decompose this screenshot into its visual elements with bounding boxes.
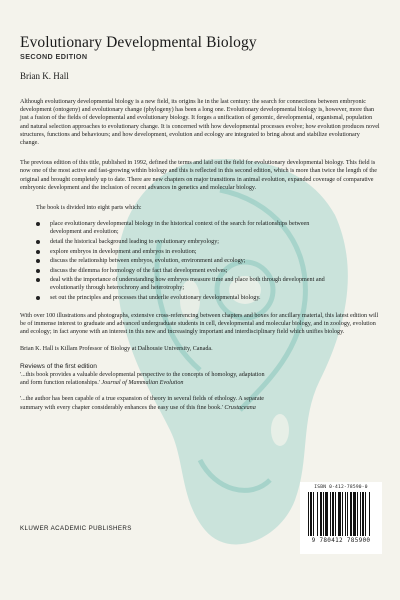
list-item: deal with the importance of understanding how embryos measure time and place both through development and evolutionarily through heterochrony and heterotrophy; xyxy=(36,276,326,292)
bullet-icon xyxy=(36,269,40,273)
reviews-heading: Reviews of the first edition xyxy=(20,362,97,370)
parts-list xyxy=(20,220,326,302)
publisher-name: KLUWER ACADEMIC PUBLISHERS xyxy=(20,525,132,532)
list-item: explore embryos in development and embryos in evolution; xyxy=(36,248,326,256)
list-item: detail the historical background leading to evolutionary embryology; xyxy=(36,238,326,246)
review-source: Journal of Mammalian Evolution xyxy=(101,380,184,387)
review-source: Crustaceana xyxy=(224,404,256,411)
bullet-icon xyxy=(36,296,40,300)
intro-paragraph: Although evolutionary developmental biology is a new field, its origins lie in the last century: the search for connections between embryonic development (ontogeny) and evolutionary change (phylogeny) has been a long one. Evolutionary developmental biology is, however, more than just a fusion of the fields of developmental and evolutionary biology. It forges a unification of genomic, developmental, organismal, population and natural selection approaches to evolutionary change. It is concerned with how developmental processes evolve; how evolution produces novel structures, functions and behaviours; and how development, evolution and ecology are integrated to bring about and stabilize evolutionary change. xyxy=(20,99,380,147)
review-quote: '...the author has been capable of a true expansion of theory in several fields of ethology. A separate summary with every chapter considerably enhances the easy use of this fine book.' Crustaceana xyxy=(20,396,265,411)
author-name: Brian K. Hall xyxy=(20,71,69,81)
previous-edition-paragraph: The previous edition of this title, published in 1992, defined the terms and laid out the field for evolutionary developmental biology. This field is now one of the most active and fast-growing within biology and this is reflected in this second edition, which is more than twice the length of the original and brought completely up to date. There are new chapters on major transitions in animal evolution, expanded coverage of comparative embryonic development and the inclusion of recent advances in genetics and molecular biology. xyxy=(20,160,377,191)
barcode-block xyxy=(300,482,382,554)
list-item: discuss the dilemma for homology of the fact that development evolves; xyxy=(36,267,326,275)
barcode-image xyxy=(306,492,376,536)
bullet-icon xyxy=(36,278,40,282)
illustrations-paragraph: With over 100 illustrations and photographs, extensive cross-referencing between chapters and boxes for ancillary material, this latest edition will be of immense interest to graduate and advanced undergraduate students in cell, developmental and molecular biology, and in zoology, evolution and ecology; in fact anyone with an interest in this new and increasingly important and interdisciplinary field which unifies biology. xyxy=(20,313,379,336)
list-item: place evolutionary developmental biology in the historical context of the search for relationships between development and evolution; xyxy=(36,220,326,236)
list-item: discuss the relationship between embryos, evolution, environment and ecology; xyxy=(36,257,326,265)
review-quote: '...this book provides a valuable developmental perspective to the concepts of homology, adaptation and form function relationships.' Journal of Mammalian Evolution xyxy=(20,371,265,387)
bullet-icon xyxy=(36,222,40,226)
list-item: set out the principles and processes that underlie evolutionary developmental biology. xyxy=(36,294,326,302)
parts-lead: The book is divided into eight parts which: xyxy=(36,205,142,212)
back-cover-content xyxy=(20,34,380,412)
barcode-digits: 9 780412 785900 xyxy=(311,537,371,544)
book-title: Evolutionary Developmental Biology xyxy=(20,34,257,51)
bullet-icon xyxy=(36,240,40,244)
edition-label: SECOND EDITION xyxy=(20,52,88,61)
author-bio: Brian K. Hall is Killam Professor of Biology at Dalhousie University, Canada. xyxy=(20,345,213,352)
isbn-number: ISBN 0-412-78590-0 xyxy=(314,485,368,490)
bullet-icon xyxy=(36,250,40,254)
bullet-icon xyxy=(36,259,40,263)
